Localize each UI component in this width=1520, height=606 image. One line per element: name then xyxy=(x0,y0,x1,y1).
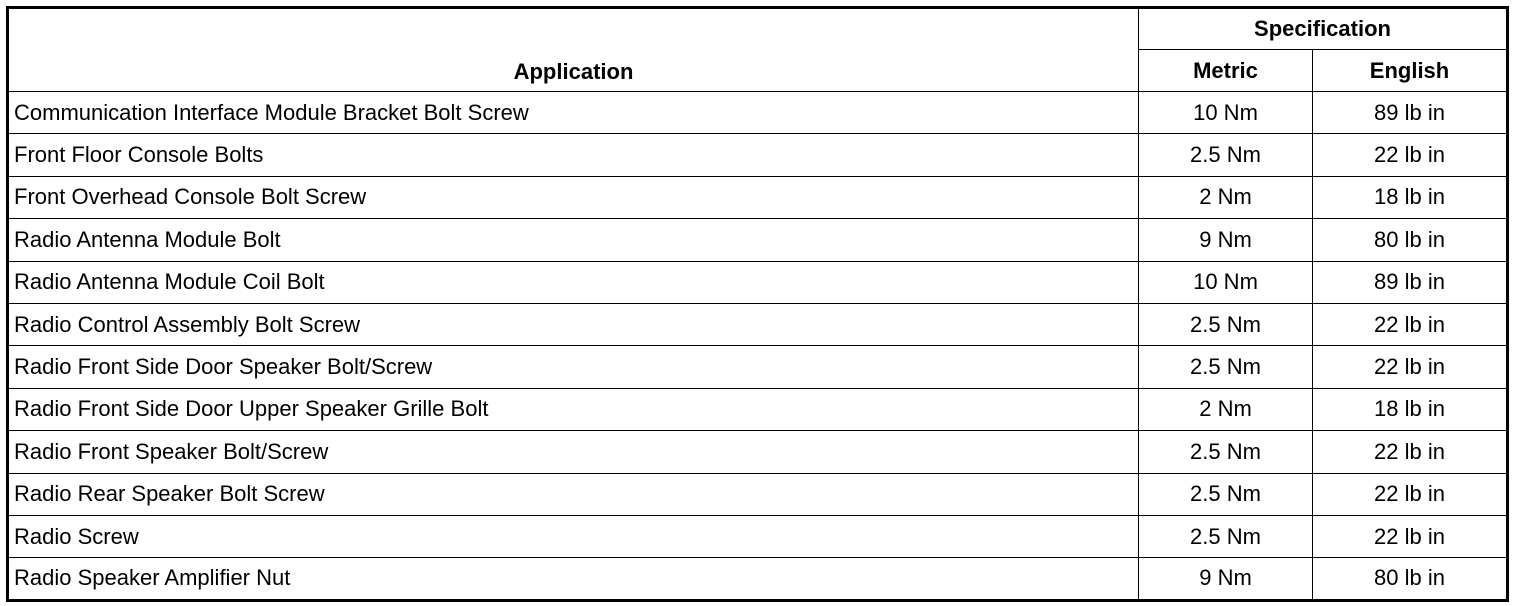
cell-english: 18 lb in xyxy=(1313,176,1508,218)
cell-metric: 10 Nm xyxy=(1139,92,1313,134)
cell-application: Radio Speaker Amplifier Nut xyxy=(8,558,1139,600)
header-english: English xyxy=(1313,50,1508,92)
cell-metric: 2.5 Nm xyxy=(1139,134,1313,176)
cell-application: Front Overhead Console Bolt Screw xyxy=(8,176,1139,218)
cell-english: 22 lb in xyxy=(1313,134,1508,176)
cell-application: Radio Antenna Module Bolt xyxy=(8,219,1139,261)
cell-english: 22 lb in xyxy=(1313,515,1508,557)
table-row xyxy=(8,346,1508,388)
cell-english: 22 lb in xyxy=(1313,346,1508,388)
cell-english: 22 lb in xyxy=(1313,431,1508,473)
cell-application: Radio Rear Speaker Bolt Screw xyxy=(8,473,1139,515)
table-row xyxy=(8,388,1508,430)
table-row xyxy=(8,261,1508,303)
cell-metric: 2 Nm xyxy=(1139,388,1313,430)
cell-application: Radio Front Speaker Bolt/Screw xyxy=(8,431,1139,473)
table-row xyxy=(8,219,1508,261)
table-row xyxy=(8,515,1508,557)
cell-metric: 9 Nm xyxy=(1139,558,1313,600)
cell-english: 18 lb in xyxy=(1313,388,1508,430)
header-specification: Specification xyxy=(1139,8,1508,50)
cell-english: 22 lb in xyxy=(1313,473,1508,515)
cell-metric: 2.5 Nm xyxy=(1139,346,1313,388)
header-metric: Metric xyxy=(1139,50,1313,92)
cell-application: Radio Screw xyxy=(8,515,1139,557)
cell-metric: 2.5 Nm xyxy=(1139,431,1313,473)
cell-english: 89 lb in xyxy=(1313,92,1508,134)
table-header-row xyxy=(8,8,1508,50)
table-row xyxy=(8,303,1508,345)
cell-metric: 10 Nm xyxy=(1139,261,1313,303)
cell-metric: 9 Nm xyxy=(1139,219,1313,261)
cell-metric: 2 Nm xyxy=(1139,176,1313,218)
table-row xyxy=(8,176,1508,218)
cell-metric: 2.5 Nm xyxy=(1139,473,1313,515)
cell-english: 80 lb in xyxy=(1313,558,1508,600)
cell-application: Radio Control Assembly Bolt Screw xyxy=(8,303,1139,345)
cell-application: Radio Front Side Door Upper Speaker Grille Bolt xyxy=(8,388,1139,430)
table-body xyxy=(8,92,1508,601)
table-row xyxy=(8,473,1508,515)
table-row xyxy=(8,558,1508,600)
table-row xyxy=(8,431,1508,473)
header-application: Application xyxy=(8,8,1139,92)
cell-application: Radio Front Side Door Speaker Bolt/Screw xyxy=(8,346,1139,388)
cell-english: 22 lb in xyxy=(1313,303,1508,345)
cell-application: Radio Antenna Module Coil Bolt xyxy=(8,261,1139,303)
fastener-spec-table xyxy=(6,6,1509,602)
cell-application: Front Floor Console Bolts xyxy=(8,134,1139,176)
table-row xyxy=(8,134,1508,176)
cell-application: Communication Interface Module Bracket Bolt Screw xyxy=(8,92,1139,134)
cell-english: 80 lb in xyxy=(1313,219,1508,261)
cell-metric: 2.5 Nm xyxy=(1139,303,1313,345)
table-row xyxy=(8,92,1508,134)
cell-english: 89 lb in xyxy=(1313,261,1508,303)
cell-metric: 2.5 Nm xyxy=(1139,515,1313,557)
